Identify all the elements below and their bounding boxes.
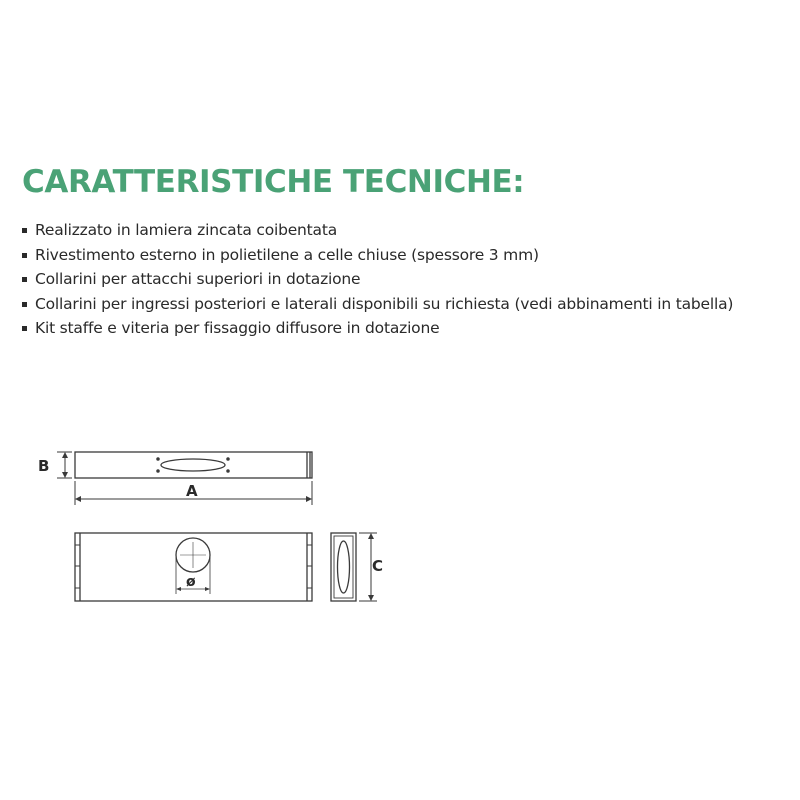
section-title: CARATTERISTICHE TECNICHE: [22, 164, 525, 200]
front-view-body [75, 533, 312, 601]
dimension-label-diameter: ø [186, 574, 196, 590]
feature-text: Kit staffe e viteria per fissaggio diffusore in dotazione [35, 319, 440, 337]
dimension-label-b: B [38, 457, 50, 475]
dimension-label-a: A [186, 482, 198, 500]
screw-point [227, 458, 229, 460]
dimension-a [75, 481, 312, 505]
front-view [75, 533, 312, 601]
feature-text: Collarini per ingressi posteriori e laterali disponibili su richiesta (vedi abbinamenti in tabella) [35, 294, 734, 313]
screw-point [227, 470, 229, 472]
top-view-body [75, 452, 312, 478]
screw-point [157, 458, 159, 460]
dimension-c [359, 533, 383, 601]
side-view [331, 533, 356, 601]
diameter-arrows [176, 574, 210, 591]
side-view-opening [338, 541, 350, 593]
side-view-body [331, 533, 356, 601]
feature-text: Rivestimento esterno in polietilene a celle chiuse (spessore 3 mm) [35, 245, 539, 264]
top-view [75, 452, 312, 478]
feature-text: Collarini per attacchi superiori in dotazione [35, 270, 361, 288]
dimension-label-c: C [372, 557, 384, 575]
top-view-opening [161, 459, 225, 471]
feature-text: Realizzato in lamiera zincata coibentata [35, 221, 338, 239]
screw-point [157, 470, 159, 472]
dimension-b [38, 452, 72, 478]
